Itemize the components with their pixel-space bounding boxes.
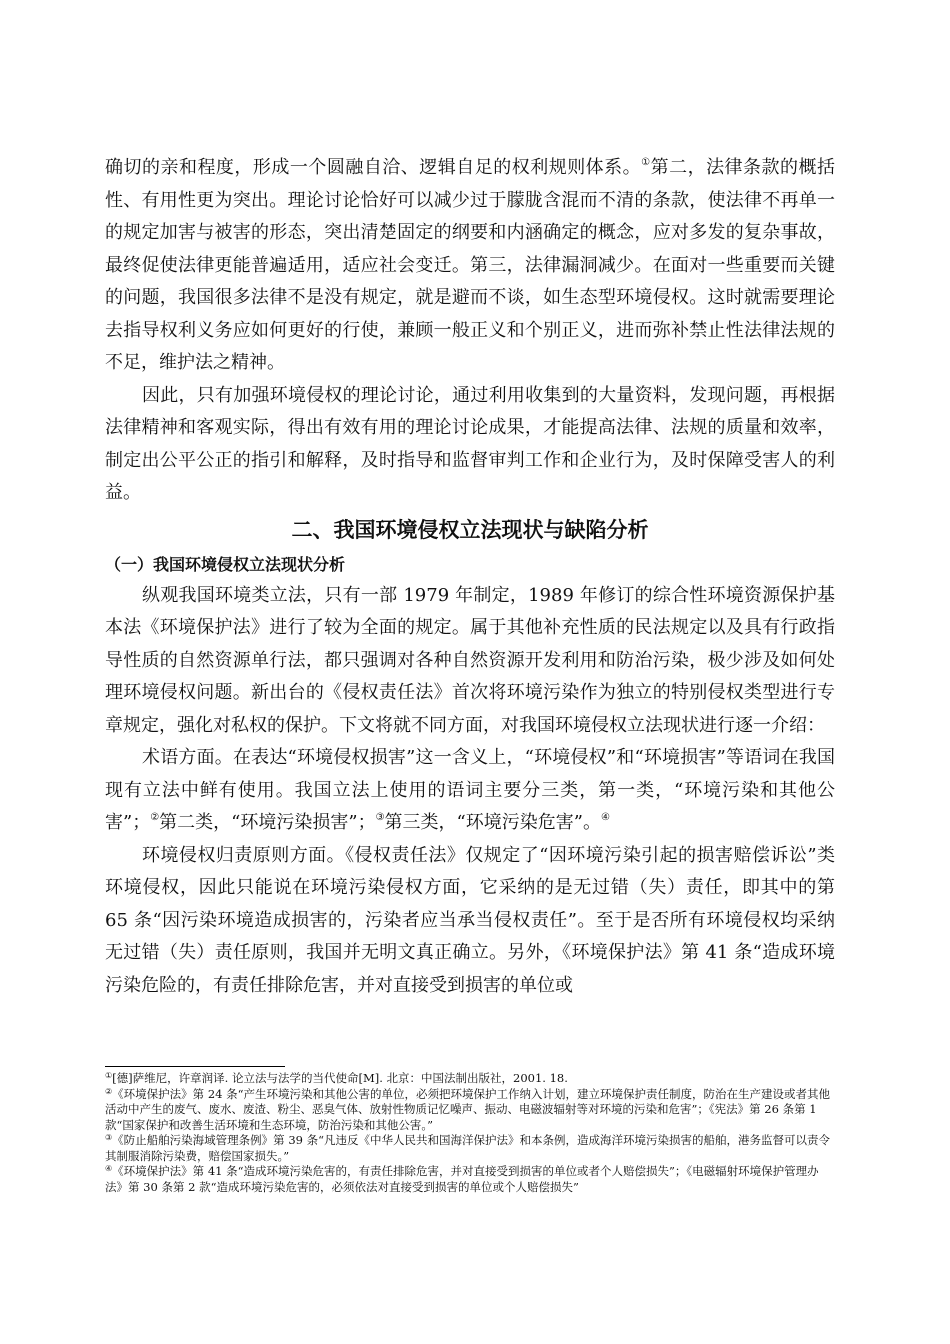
footnotes [105, 1071, 835, 1195]
footnote-text: 《环境保护法》第 41 条“造成环境污染危害的，有责任排除危害，并对直接受到损害的单位或者个人赔偿损失”；《电磁辐射环境保护管理办法》第 30 条第 2 款“造成环境污染危害的，必须依法对直接受到损害的单位或个人赔偿损失” [105, 1164, 819, 1194]
footnote-4 [105, 1164, 835, 1195]
paragraph-text: 第二类，“环境污染损害”； [159, 812, 376, 833]
footnote-ref-3: ③ [375, 812, 385, 823]
footnote-text: [德]萨维尼，许章润译. 论立法与法学的当代使命[M]. 北京：中国法制出版社，2001. 18. [112, 1071, 568, 1085]
section-heading: 二、我国环境侵权立法现状与缺陷分析 [291, 517, 649, 542]
footnote-ref-1: ① [641, 157, 651, 168]
footnote-text: 《环境保护法》第 24 条“产生环境污染和其他公害的单位，必须把环境保护工作纳入计划，建立环境保护责任制度，防治在生产建设或者其他活动中产生的废气、废水、废渣、粉尘、恶臭气体、放射性物质记忆噪声、振动、电磁波辐射等对环境的污染和危害”；《宪法》第 26 条第 1 款“国家保护和改善生活环境和生态环境，防治污染和其他公害。” [105, 1086, 830, 1132]
footnote-mark: ③ [105, 1133, 113, 1142]
footnote-mark: ④ [105, 1164, 113, 1173]
paragraph-text: 第三类，“环境污染危害”。 [384, 812, 601, 833]
paragraph-3: 纵观我国环境类立法，只有一部 1979 年制定，1989 年修订的综合性环境资源保护基本法《环境保护法》进行了较为全面的规定。属于其他补充性质的民法规定以及具有行政指导性质的自然资源单行法，都只强调对各种自然资源开发利用和防治污染，极少涉及如何处理环境侵权问题。新出台的《侵权责任法》首次将环境污染作为独立的特别侵权类型进行专章规定，强化对私权的保护。下文将就不同方面，对我国环境侵权立法现状进行逐一介绍： [105, 584, 835, 736]
body-text [105, 152, 835, 1002]
paragraph-4 [105, 742, 835, 840]
footnote-ref-2: ② [150, 812, 160, 823]
footnote-divider [105, 1066, 285, 1067]
footnote-mark: ① [105, 1071, 113, 1080]
paragraph-5: 环境侵权归责原则方面。《侵权责任法》仅规定了“因环境污染引起的损害赔偿诉讼”类环境侵权，因此只能说在环境污染侵权方面，它采纳的是无过错（失）责任，即其中的第 65 条“因污染环境造成损害的，污染者应当承当侵权责任”。至于是否所有环境侵权均采纳无过错（失）责任原则，我国并无明文真正确立。另外，《环境保护法》第 41 条“造成环境污染危险的，有责任排除危害，并对直接受到损害的单位或 [105, 844, 835, 996]
footnote-2 [105, 1087, 835, 1134]
footnote-mark: ② [105, 1086, 113, 1096]
paragraph-text: 第二，法律条款的概括性、有用性更为突出。理论讨论恰好可以减少过于朦胧含混而不清的条款，使法律不再单一的规定加害与被害的形态，突出清楚固定的纲要和内涵确定的概念，应对多发的复杂事故，最终促使法律更能普遍适用，适应社会变迁。第三，法律漏洞减少。在面对一些重要而关键的问题，我国很多法律不是没有规定，就是避而不谈，如生态型环境侵权。这时就需要理论去指导权利义务应如何更好的行使，兼顾一般正义和个别正义，进而弥补禁止性法律法规的不足，维护法之精神。 [105, 157, 836, 373]
paragraph-text: 术语方面。在表达“环境侵权损害”这一含义上，“环境侵权”和“环境损害”等语词在我国现有立法中鲜有使用。我国立法上使用的语词主要分三类，第一类，“环境污染和其他公害”； [105, 747, 835, 833]
subsection-heading: （一）我国环境侵权立法现状分析 [105, 554, 346, 574]
footnote-text: 《防止船舶污染海域管理条例》第 39 条“凡违反《中华人民共和国海洋保护法》和本条例，造成海洋环境污染损害的船舶，港务监督可以责令其制服消除污染费，赔偿国家损失。” [105, 1133, 830, 1163]
paragraph-1 [105, 152, 835, 380]
footnote-1 [105, 1071, 835, 1087]
footnote-3 [105, 1133, 835, 1164]
footnote-ref-4: ④ [600, 812, 610, 823]
paragraph-2: 因此，只有加强环境侵权的理论讨论，通过利用收集到的大量资料，发现问题，再根据法律精神和客观实际，得出有效有用的理论讨论成果，才能提高法律、法规的质量和效率，制定出公平公正的指引和解释，及时指导和监督审判工作和企业行为，及时保障受害人的利益。 [105, 384, 835, 503]
paragraph-text: 确切的亲和程度，形成一个圆融自洽、逻辑自足的权利规则体系。 [105, 157, 642, 178]
